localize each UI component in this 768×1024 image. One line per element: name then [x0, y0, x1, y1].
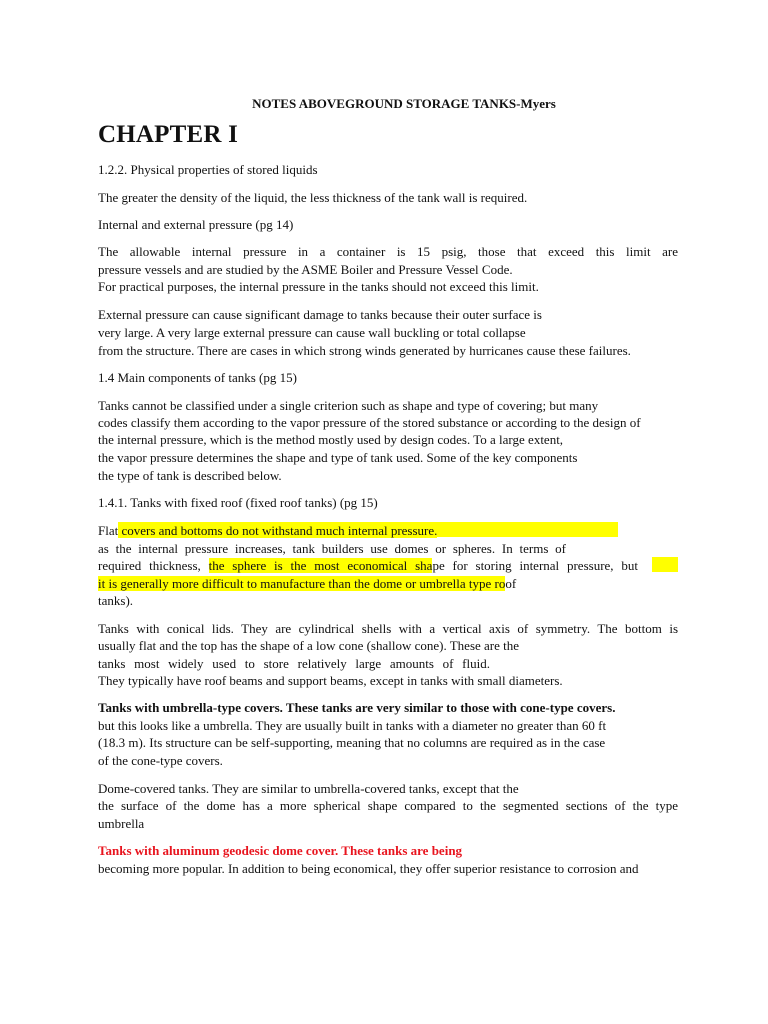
conical-line-1: Tanks with conical lids. They are cylindrical shells with a vertical axis of symmetry. The bottom is: [98, 621, 678, 636]
fixed-roof-line-3: [98, 557, 638, 574]
section-heading-pressure: Internal and external pressure (pg 14): [98, 217, 294, 232]
external-pressure-line-2: very large. A very large external pressure can cause wall buckling or total collapse: [98, 325, 526, 340]
highlighted-sphere-text: the sphere is the most economical sha: [208, 558, 433, 573]
fixed-roof-line-4-end: of: [505, 576, 517, 591]
components-line-2: codes classify them according to the vapor pressure of the stored substance or according to the design of: [98, 415, 641, 430]
fixed-roof-line-3-start: required thickness,: [98, 558, 209, 573]
highlighted-covers-text: covers and bottoms do not withstand much internal pressure.: [118, 523, 438, 538]
umbrella-line-2: but this looks like a umbrella. They are usually built in tanks with a diameter no greater than 60 ft: [98, 718, 607, 733]
external-pressure-line-3: from the structure. There are cases in which strong winds generated by hurricanes cause these failures.: [98, 343, 631, 358]
internal-pressure-line-2: pressure vessels and are studied by the ASME Boiler and Pressure Vessel Code.: [98, 262, 513, 277]
conical-line-3: tanks most widely used to store relatively large amounts of fluid.: [98, 656, 490, 671]
components-line-4: the vapor pressure determines the shape and type of tank used. Some of the key components: [98, 450, 578, 465]
chapter-heading: CHAPTER I: [98, 121, 239, 148]
dome-line-3: umbrella: [98, 816, 145, 831]
internal-pressure-line-1: The allowable internal pressure in a container is 15 psig, those that exceed this limit are: [98, 244, 678, 259]
aluminum-dome-line-2: becoming more popular. In addition to being economical, they offer superior resistance to corrosion and: [98, 861, 639, 876]
umbrella-heading-line: Tanks with umbrella-type covers. These tanks are very similar to those with cone-type covers.: [98, 700, 616, 715]
components-line-5: the type of tank is described below.: [98, 468, 282, 483]
fixed-roof-line-1: [98, 522, 437, 539]
fixed-roof-line-5: tanks).: [98, 593, 134, 608]
fixed-roof-line-2: as the internal pressure increases, tank builders use domes or spheres. In terms of: [98, 541, 566, 556]
document-title: NOTES ABOVEGROUND STORAGE TANKS-Myers: [252, 96, 556, 111]
fixed-roof-line-1-start: Flat: [98, 523, 119, 538]
internal-pressure-line-3: For practical purposes, the internal pressure in the tanks should not exceed this limit.: [98, 279, 539, 294]
section-heading-main-components: 1.4 Main components of tanks (pg 15): [98, 370, 297, 385]
dome-line-2: the surface of the dome has a more spherical shape compared to the segmented sections of the type: [98, 798, 678, 813]
section-heading-physical-properties: 1.2.2. Physical properties of stored liquids: [98, 162, 318, 177]
conical-line-4: They typically have roof beams and support beams, except in tanks with small diameters.: [98, 673, 563, 688]
fixed-roof-line-4: [98, 575, 516, 592]
umbrella-line-4: of the cone-type covers.: [98, 753, 223, 768]
conical-line-2: usually flat and the top has the shape of a low cone (shallow cone). These are the: [98, 638, 520, 653]
fixed-roof-line-3-end: pe for storing internal pressure, but: [432, 558, 638, 573]
highlighted-manufacture-text: it is generally more difficult to manufacture than the dome or umbrella type ro: [98, 576, 506, 591]
components-line-1: Tanks cannot be classified under a single criterion such as shape and type of covering; but many: [98, 398, 599, 413]
external-pressure-line-1: External pressure can cause significant damage to tanks because their outer surface is: [98, 307, 542, 322]
aluminum-dome-heading: Tanks with aluminum geodesic dome cover. These tanks are being: [98, 843, 463, 858]
umbrella-line-3: (18.3 m). Its structure can be self-supporting, meaning that no columns are required as in the case: [98, 735, 606, 750]
components-line-3: the internal pressure, which is the method mostly used by design codes. To a large extent,: [98, 432, 564, 447]
section-heading-fixed-roof: 1.4.1. Tanks with fixed roof (fixed roof tanks) (pg 15): [98, 495, 378, 510]
highlight-bar-margin: [652, 557, 678, 572]
dome-line-1: Dome-covered tanks. They are similar to umbrella-covered tanks, except that the: [98, 781, 519, 796]
density-paragraph: The greater the density of the liquid, the less thickness of the tank wall is required.: [98, 190, 528, 205]
